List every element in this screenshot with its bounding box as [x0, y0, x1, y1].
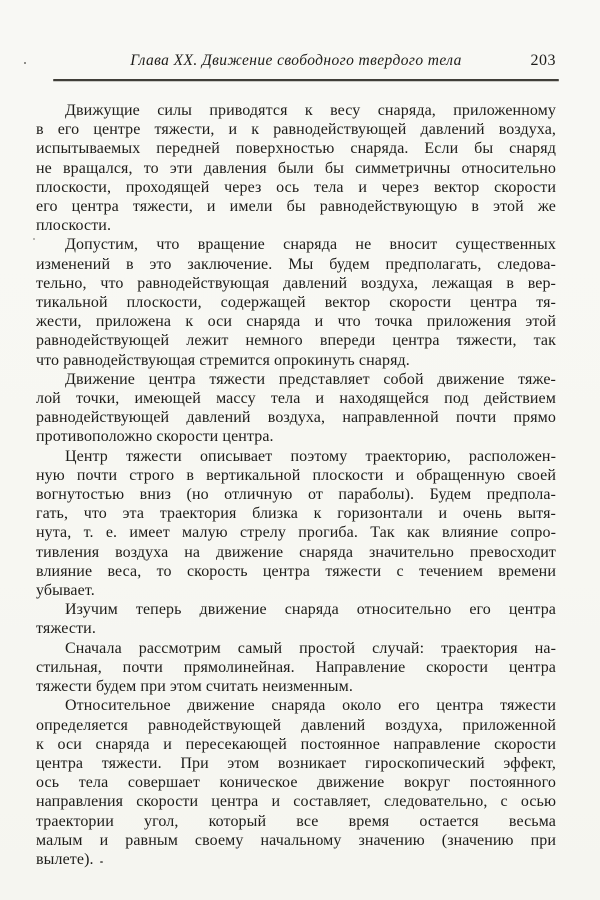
text-line: малым и равным своему начальному значению (значению при: [36, 831, 556, 849]
paragraph: [36, 370, 556, 447]
paragraph: [36, 696, 556, 869]
text-line: центра тяжести. При этом возникает гироскопический эффект,: [36, 754, 556, 772]
text-line: лой точки, имеющей массу тела и находящейся под действием: [36, 390, 556, 408]
text-line: тивления воздуха на движение снаряда значительно превосходит: [36, 543, 556, 561]
text-line: нута, т. е. имеет малую стрелу прогиба. Так как влияние сопро-: [36, 524, 556, 542]
text-line: Допустим, что вращение снаряда не вносит существенных: [65, 236, 556, 254]
scan-speck: [33, 238, 35, 240]
text-line: влияние веса, то скорость центра тяжести с течением времени: [36, 562, 556, 580]
text-line: ось тела совершает коническое движение вокруг постоянного: [36, 774, 556, 792]
text-line: тяжести.: [36, 620, 96, 638]
text-line: к оси снаряда и пересекающей постоянное направление скорости: [36, 735, 556, 753]
text-line: в его центре тяжести, и к равнодействующей давлений воздуха,: [36, 121, 556, 139]
header-rule: [53, 79, 559, 81]
text-line: плоскости, проходящей через ось тела и через вектор скорости: [36, 178, 556, 196]
text-line: изменений в это заключение. Мы будем предполагать, следова-: [36, 255, 556, 273]
text-line: направления скорости центра и составляет, следовательно, с осью: [36, 793, 556, 811]
text-line: ную почти строго в вертикальной плоскости и обращенную своей: [36, 466, 556, 484]
text-line: его центра тяжести, и имели бы равнодействующую в этой же: [36, 198, 556, 216]
scan-speck: [24, 62, 26, 64]
text-line: вогнутостью вниз (но отличную от параболы). Будем предпола-: [36, 486, 556, 504]
text-line: тикальной плоскости, содержащей вектор скорости центра тя-: [36, 294, 556, 312]
text-line: Движение центра тяжести представляет собой движение тяже-: [65, 370, 556, 388]
text-line: гать, что эта траектория близка к горизонтали и очень вытя-: [36, 505, 556, 523]
text-line: жести, приложена к оси снаряда и что точка приложения этой: [36, 313, 556, 331]
paragraph: [36, 101, 556, 235]
text-line: Изучим теперь движение снаряда относительно его центра: [65, 601, 556, 619]
text-line: стильная, почти прямолинейная. Направление скорости центра: [36, 658, 556, 676]
paragraph: [36, 235, 556, 369]
text-line: тяжести будем при этом считать неизменным.: [36, 678, 353, 696]
running-header: [36, 52, 556, 74]
chapter-title: Глава XX. Движение свободного твердого тела: [130, 52, 462, 69]
text-line: определяется равнодействующей давлений воздуха, приложенной: [36, 716, 556, 734]
paragraph: [36, 600, 556, 638]
text-line: убывает.: [36, 582, 95, 600]
text-line: вылете).: [36, 850, 94, 868]
text-line: равнодействующей давлений воздуха, направленной почти прямо: [36, 409, 556, 427]
scan-speck: [100, 861, 103, 863]
text-line: тельно, что равнодействующая давлений воздуха, лежащая в вер-: [36, 274, 556, 292]
paragraph: [36, 639, 556, 697]
text-line: плоскости.: [36, 217, 112, 235]
text-line: противоположно скорости центра.: [36, 428, 274, 446]
text-line: испытываемых передней поверхностью снаряда. Если бы снаряд: [36, 140, 556, 158]
text-line: что равнодействующая стремится опрокинуть снаряд.: [36, 351, 410, 369]
text-line: Центр тяжести описывает поэтому траекторию, расположен-: [65, 447, 556, 465]
text-line: равнодействующей лежит немного впереди центра тяжести, так: [36, 332, 556, 350]
text-line: Движущие силы приводятся к весу снаряда, приложенному: [65, 102, 556, 119]
text-line: Сначала рассмотрим самый простой случай: траектория на-: [65, 639, 556, 657]
paragraph: [36, 447, 556, 601]
text-line: траектории угол, который все время остается весьма: [36, 812, 556, 830]
page-number: 203: [530, 52, 556, 69]
body-text: [36, 101, 556, 869]
text-line: не вращался, то эти давления были бы симметричны относительно: [36, 159, 556, 177]
text-line: Относительное движение снаряда около его центра тяжести: [65, 697, 556, 715]
